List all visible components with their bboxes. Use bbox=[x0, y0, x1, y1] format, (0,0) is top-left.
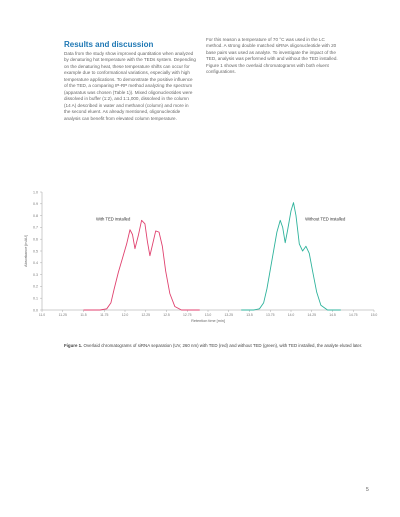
x-tick-label: 11.5 bbox=[80, 313, 87, 317]
figure-caption bbox=[64, 343, 378, 349]
x-tick-label: 11.25 bbox=[58, 313, 67, 317]
x-axis-label: Retention time [min] bbox=[191, 319, 225, 323]
y-tick-label: 0.5 bbox=[33, 249, 38, 254]
left-column bbox=[64, 36, 196, 127]
section-heading: Results and discussion bbox=[64, 40, 154, 49]
annotation-without-ted: Without TED installed bbox=[305, 216, 346, 222]
caption-label: Figure 1. bbox=[64, 343, 83, 348]
x-tick-label: 12.0 bbox=[121, 313, 129, 317]
x-tick-label: 14.25 bbox=[307, 313, 316, 317]
x-tick-label: 13.0 bbox=[204, 313, 212, 317]
x-tick-label: 12.75 bbox=[183, 313, 192, 317]
annotation-with-ted: With TED installed bbox=[95, 216, 131, 222]
y-tick-label: 0.8 bbox=[33, 213, 38, 218]
x-tick-label: 12.5 bbox=[163, 313, 170, 317]
y-tick-label: 0.6 bbox=[33, 237, 38, 242]
y-tick-label: 0.9 bbox=[33, 202, 38, 207]
x-tick-label: 14.0 bbox=[287, 313, 295, 317]
x-tick-label: 13.75 bbox=[266, 313, 275, 317]
x-tick-label: 13.5 bbox=[246, 313, 253, 317]
right-paragraph: For this reason a temperature of 70 °C was used in the LC method. A strong double matched siRNA oligonucleotide with 20 base pairs was used as analyte. To investigate the impact of the TED, analysis was performed with and without the TED installed. Figure 1 shows the overlaid chromatograms with both eluent configurations. bbox=[206, 37, 338, 75]
y-tick-label: 0.0 bbox=[33, 308, 38, 313]
left-paragraph: Data from the study show improved quantitation when analyzed by denaturing hot temperature with the TEDs system. Depending on the denaturing heat, these temperature shifts can occur for example due to conformational variations, especially with high temperature applications. To demonstrate the positive influence of the TED, a comparing IP-RP method analyzing the spectrum (apparatus was chosen (Table 1)). Mixed oligonucleotides were dissolved in buffer (1:2), and 1:1,000, dissolved in the column (14 A) described in water and methanol (column) and more in the second eluent. As already mentioned, oligonucleotide analysis can benefit from elevated column temperature. bbox=[64, 51, 196, 121]
chromatogram-chart bbox=[22, 184, 380, 332]
x-tick-label: 13.25 bbox=[224, 313, 233, 317]
page-number: 5 bbox=[366, 487, 369, 493]
x-tick-label: 12.25 bbox=[141, 313, 150, 317]
right-column bbox=[206, 37, 340, 76]
y-axis-label: Absorbance [mAU] bbox=[24, 235, 28, 267]
x-tick-label: 15.0 bbox=[370, 313, 378, 317]
y-tick-label: 0.4 bbox=[33, 261, 38, 266]
y-tick-label: 0.3 bbox=[33, 272, 38, 277]
y-tick-label: 0.1 bbox=[33, 296, 38, 301]
y-tick-label: 0.2 bbox=[33, 284, 38, 289]
x-tick-label: 11.75 bbox=[100, 313, 109, 317]
series-line-with-ted bbox=[84, 220, 200, 310]
y-tick-label: 0.7 bbox=[33, 225, 38, 230]
caption-text: Overlaid chromatograms of siRNA separation (UV, 260 nm) with TED (red) and without TED (green), with TED installed, the analyte eluted later. bbox=[83, 343, 363, 348]
x-tick-label: 11.0 bbox=[38, 313, 46, 317]
x-tick-label: 14.75 bbox=[349, 313, 358, 317]
x-tick-label: 14.5 bbox=[329, 313, 336, 317]
y-tick-label: 1.0 bbox=[33, 190, 38, 195]
